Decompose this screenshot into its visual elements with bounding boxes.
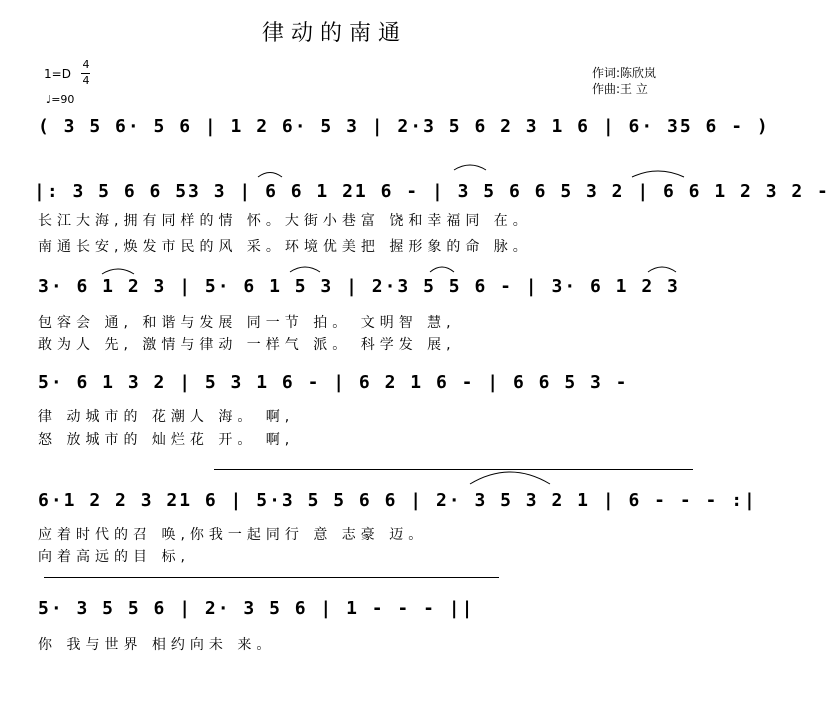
time-signature-bottom: 4 <box>82 74 90 87</box>
slur-2 <box>454 165 486 170</box>
lyric-line-4-verse-2: 怒 放城市的 灿烂花 开。 啊, <box>38 432 295 448</box>
score-line-intro: ( 3 5 6· 5 6 | 1 2 6· 5 3 | 2·3 5 6 2 3 1 6 | 6· 35 6 - ) <box>38 116 770 137</box>
volta-bracket <box>214 469 693 470</box>
slur-5 <box>290 267 320 272</box>
score-line-2: |: 3 5 6 6 53 3 | 6 6 1 21 6 - | 3 5 6 6 5 3 2 | 6 6 1 2 3 2 - <box>34 181 830 202</box>
composer-credit: 作曲:王 立 <box>592 82 648 96</box>
slur-1 <box>632 171 684 177</box>
lyric-line-5-verse-2: 向着高远的目 标, <box>38 549 190 565</box>
time-signature-top: 4 <box>82 58 90 71</box>
slur-3 <box>258 173 282 178</box>
slur-4 <box>102 269 134 274</box>
coda-bracket <box>44 577 499 578</box>
score-line-6: 5· 3 5 5 6 | 2· 3 5 6 | 1 - - - || <box>38 598 475 619</box>
score-line-5: 6·1 2 2 3 21 6 | 5·3 5 5 6 6 | 2· 3 5 3 2 1 | 6 - - - :| <box>38 490 757 511</box>
score-line-3: 3· 6 1 2 3 | 5· 6 1 5 3 | 2·3 5 5 6 - | 3· 6 1 2 3 <box>38 276 680 297</box>
lyric-line-3-verse-1: 包容会 通, 和谐与发展 同一节 拍。 文明智 慧, <box>38 315 456 331</box>
lyricist-credit: 作词:陈欣岚 <box>592 66 657 80</box>
slur-6 <box>430 267 454 272</box>
lyric-line-2-verse-1: 长江大海,拥有同样的情 怀。大街小巷富 饶和幸福同 在。 <box>38 213 532 229</box>
lyric-line-3-verse-2: 敢为人 先, 激情与律动 一样气 派。 科学发 展, <box>38 337 456 353</box>
tempo-marking: ♩=90 <box>46 93 75 106</box>
song-title: 律动的南通 <box>262 21 408 46</box>
lyric-line-5-verse-1: 应着时代的召 唤,你我一起同行 意 志豪 迈。 <box>38 527 428 543</box>
slur-7 <box>648 267 676 272</box>
key-signature: 1=D <box>44 67 71 81</box>
lyric-line-2-verse-2: 南通长安,焕发市民的风 采。环境优美把 握形象的命 脉。 <box>38 239 532 255</box>
lyric-line-6: 你 我与世界 相约向未 来。 <box>38 637 276 653</box>
score-line-4: 5· 6 1 3 2 | 5 3 1 6 - | 6 2 1 6 - | 6 6 5 3 - <box>38 372 629 393</box>
slur-8 <box>470 472 550 484</box>
lyric-line-4-verse-1: 律 动城市的 花潮人 海。 啊, <box>38 409 295 425</box>
